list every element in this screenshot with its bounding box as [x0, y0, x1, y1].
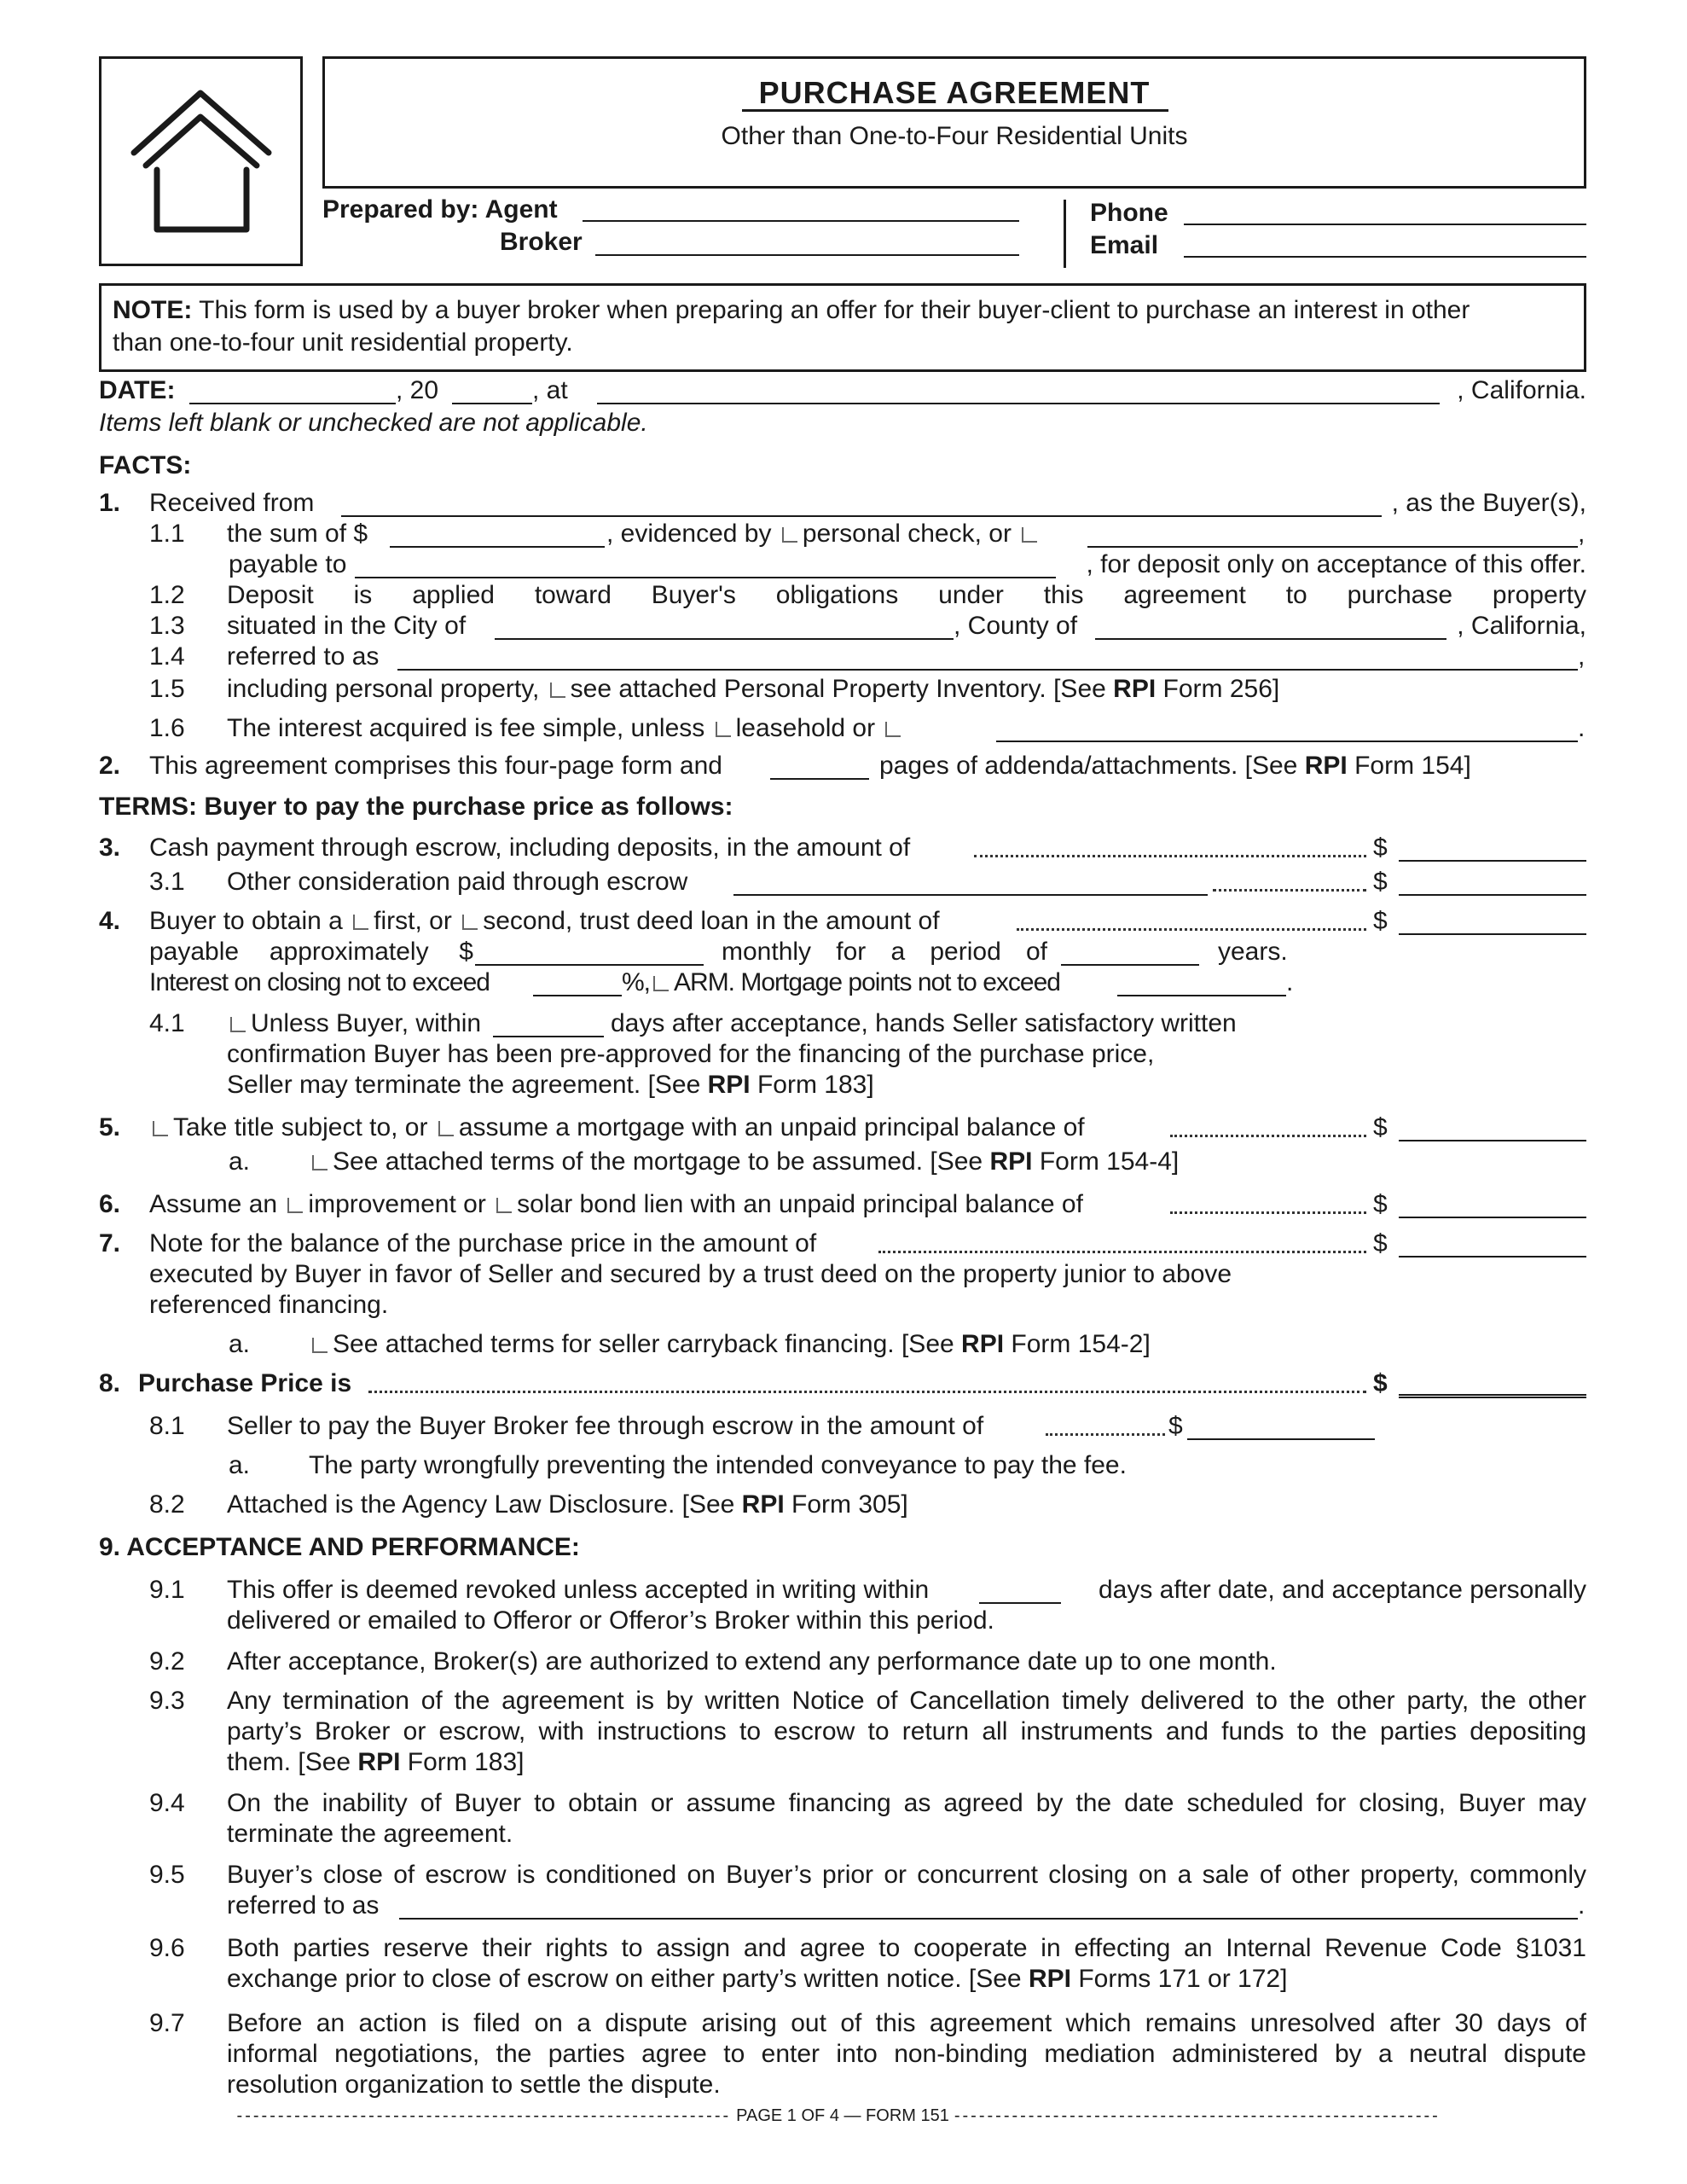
section-5-number: 5. — [99, 1113, 121, 1141]
facts-heading: FACTS: — [99, 451, 192, 479]
footer-dashes-right: ----------------------------------------------------------- — [954, 2106, 1441, 2125]
obtain-label: Buyer to obtain a — [149, 907, 343, 935]
date-label: DATE: — [99, 376, 176, 404]
improvement-bond-checkbox[interactable] — [287, 1198, 303, 1213]
dollar-3: $ — [1373, 834, 1388, 862]
other-property-field[interactable] — [399, 1918, 1578, 1920]
financing-line-2: terminate the agreement. — [227, 1820, 513, 1848]
section-1-6-number: 1.6 — [149, 714, 185, 742]
dollar-4: $ — [1373, 907, 1388, 935]
title-underline — [742, 109, 1168, 112]
deposit-applied-text: Deposit is applied toward Buyer's obligations under this agreement to purchase property — [227, 581, 1586, 609]
terms-heading: TERMS: Buyer to pay the purchase price as follows: — [99, 793, 733, 821]
deposit-only-label: , for deposit only on acceptance of this offer. — [1086, 550, 1586, 578]
acceptance-days-label: days after date, and acceptance personally — [1098, 1576, 1586, 1604]
wrongful-party-text: The party wrongfully preventing the intended conveyance to pay the fee. — [309, 1451, 1127, 1479]
broker-field[interactable] — [595, 254, 1019, 256]
carryback-line — [309, 1329, 1151, 1360]
leader-4 — [1017, 928, 1366, 931]
mediation-line-3: resolution organization to settle the dispute. — [227, 2071, 721, 2099]
received-from-label: Received from — [149, 489, 315, 517]
leader-6 — [1170, 1211, 1366, 1214]
inventory-label: see attached Personal Property Inventory. [See — [570, 675, 1106, 703]
rpi-label: RPI — [989, 1147, 1033, 1176]
preapproval-line-3 — [227, 1070, 874, 1101]
at-label: , at — [532, 376, 568, 404]
county-label: , County of — [954, 612, 1078, 640]
exchange-line-1: Both parties reserve their rights to assign and agree to cooperate in effecting an Internal Revenue Code §1031 — [227, 1934, 1586, 1962]
concurrent-closing-line-1: Buyer’s close of escrow is conditioned on Buyer’s prior or concurrent closing on a sale of other property, commonly — [227, 1861, 1586, 1889]
location-field[interactable] — [597, 403, 1440, 404]
arm-checkbox[interactable] — [653, 976, 669, 991]
first-loan-checkbox[interactable] — [353, 915, 368, 930]
terminate-label: Seller may terminate the agreement. [See — [227, 1071, 701, 1099]
house-logo-icon — [101, 59, 300, 264]
other-consideration-amount-field[interactable] — [1399, 894, 1586, 896]
logo-box — [99, 56, 303, 266]
termination-line-2: party’s Broker or escrow, with instructions to escrow to return all instruments and funds to the parties depositing — [227, 1717, 1586, 1745]
exchange-line-2 — [227, 1964, 1287, 1995]
phone-label: Phone — [1090, 199, 1168, 227]
form-154-ref: Form 154] — [1354, 752, 1471, 780]
section-9-2-number: 9.2 — [149, 1647, 185, 1676]
section-1-number: 1. — [99, 489, 121, 517]
note-line-1 — [113, 295, 1470, 326]
leader-3-1 — [1213, 889, 1366, 892]
section-3-number: 3. — [99, 834, 121, 862]
mortgage-terms-label: See attached terms of the mortgage to be assumed. [See — [333, 1147, 983, 1176]
bond-lien-line — [149, 1189, 1083, 1220]
solar-bond-label: solar bond lien with an unpaid principal balance of — [517, 1190, 1083, 1218]
section-9-4-number: 9.4 — [149, 1789, 185, 1817]
interest-rate-field[interactable] — [533, 995, 622, 996]
take-title-label: Take title subject to, or — [173, 1113, 428, 1141]
page-subtitle: Other than One-to-Four Residential Units — [721, 122, 1188, 150]
form-154-2-ref: Form 154-2] — [1011, 1330, 1151, 1358]
note-label: NOTE: — [113, 296, 193, 324]
rpi-label: RPI — [357, 1748, 401, 1776]
dollar-5: $ — [1373, 1113, 1388, 1141]
email-field[interactable] — [1184, 256, 1586, 258]
mortgage-balance-field[interactable] — [1399, 1140, 1586, 1141]
evidenced-by-label: , evidenced by — [606, 520, 772, 548]
purchase-price-field[interactable] — [1399, 1394, 1586, 1398]
preapproval-line-1 — [227, 1008, 481, 1039]
section-9-3-number: 9.3 — [149, 1687, 185, 1715]
second-loan-label: second, trust deed loan in the amount of — [483, 907, 940, 935]
leader-8-1 — [1046, 1433, 1165, 1436]
as-buyer-label: , as the Buyer(s), — [1391, 489, 1586, 517]
termination-line-1: Any termination of the agreement is by written Notice of Cancellation timely delivered to the other party, the other — [227, 1687, 1586, 1715]
email-label: Email — [1090, 231, 1159, 259]
agency-disclosure-line — [227, 1490, 908, 1520]
section-1-1-number: 1.1 — [149, 520, 185, 548]
city-label: situated in the City of — [227, 612, 467, 640]
section-9-7-number: 9.7 — [149, 2009, 185, 2037]
solar-bond-checkbox[interactable] — [496, 1198, 512, 1213]
take-title-checkbox[interactable] — [153, 1121, 168, 1136]
phone-field[interactable] — [1184, 224, 1586, 225]
payable-approx-label: payable approximately $ — [149, 938, 473, 966]
referred-to-field[interactable] — [397, 669, 1578, 671]
rpi-label: RPI — [1113, 675, 1157, 703]
form-256-ref: Form 256] — [1162, 675, 1280, 703]
leader-3 — [974, 855, 1366, 857]
purchase-price-label: Purchase Price is — [138, 1369, 352, 1397]
mortgage-terms-checkbox[interactable] — [312, 1155, 328, 1170]
first-label: first, or — [374, 907, 452, 935]
addenda-label: pages of addenda/attachments. [See — [879, 752, 1298, 780]
city-field[interactable] — [495, 638, 954, 640]
broker-fee-label: Seller to pay the Buyer Broker fee through escrow in the amount of — [227, 1412, 984, 1440]
dollar-7: $ — [1373, 1229, 1388, 1258]
loan-period-field[interactable] — [1061, 964, 1199, 966]
dollar-6: $ — [1373, 1190, 1388, 1218]
section-2-number: 2. — [99, 752, 121, 780]
section-4-1-number: 4.1 — [149, 1009, 185, 1037]
interest-line — [227, 713, 906, 744]
form-183-ref: Form 183] — [407, 1748, 525, 1776]
blank-notice: Items left blank or unchecked are not applicable. — [99, 409, 648, 437]
sum-field[interactable] — [390, 546, 605, 548]
year-field[interactable] — [452, 403, 532, 404]
note-line-2: than one-to-four unit residential property. — [113, 328, 573, 357]
payable-to-field[interactable] — [355, 577, 1056, 578]
unless-buyer-label: Unless Buyer, within — [251, 1009, 482, 1037]
mortgage-points-field[interactable] — [1117, 995, 1286, 996]
rpi-label: RPI — [961, 1330, 1005, 1358]
addenda-line — [879, 751, 1471, 781]
note-referenced-text: referenced financing. — [149, 1291, 389, 1319]
page-title: PURCHASE AGREEMENT — [758, 75, 1151, 110]
form-pages-label: This agreement comprises this four-page form and — [149, 752, 722, 780]
bond-balance-field[interactable] — [1399, 1217, 1586, 1218]
california-label: , California, — [1457, 612, 1586, 640]
other-property-label: referred to as — [227, 1891, 380, 1920]
arm-line — [622, 967, 1060, 998]
interest-label: Interest on closing not to exceed — [149, 968, 490, 996]
loan-amount-field[interactable] — [1399, 933, 1586, 935]
rpi-label: RPI — [1304, 752, 1348, 780]
leasehold-checkbox[interactable] — [716, 722, 731, 737]
section-5a-number: a. — [229, 1147, 251, 1176]
fee-simple-label: The interest acquired is fee simple, unless — [227, 714, 705, 742]
personal-check-label: personal check, or — [802, 520, 1012, 548]
section-1-2-number: 1.2 — [149, 581, 185, 609]
preapproval-days-field[interactable] — [493, 1036, 604, 1037]
mediation-line-1: Before an action is filed on a dispute arising out of this agreement which remains unresolved after 30 days of — [227, 2009, 1586, 2037]
section-8-1-number: 8.1 — [149, 1412, 185, 1440]
revoked-line-2: delivered or emailed to Offeror or Offeror’s Broker within this period. — [227, 1606, 994, 1635]
other-consideration-desc-field[interactable] — [733, 894, 1208, 896]
addenda-pages-field[interactable] — [770, 778, 869, 780]
form-183-ref: Form 183] — [757, 1071, 874, 1099]
section-1-4-number: 1.4 — [149, 642, 185, 671]
page-footer — [99, 2106, 1586, 2126]
period-1-6: . — [1578, 714, 1586, 742]
personal-property-checkbox[interactable] — [550, 682, 565, 698]
evidenced-by — [606, 519, 1042, 549]
trust-deed-line — [149, 906, 940, 937]
financing-line-1: On the inability of Buyer to obtain or assume financing as agreed by the date scheduled for closing, Buyer may — [227, 1789, 1586, 1817]
rpi-label: RPI — [1028, 1965, 1071, 1993]
percent-label: %, — [622, 968, 651, 996]
assume-mortgage-checkbox[interactable] — [438, 1121, 454, 1136]
arm-label: ARM. Mortgage points not to exceed — [674, 968, 1060, 996]
mortgage-terms-line — [309, 1147, 1179, 1177]
broker-label: Broker — [500, 228, 583, 256]
state-label: , California. — [1457, 376, 1586, 404]
period-label: monthly for a period of — [722, 938, 1047, 966]
mediation-line-2: informal negotiations, the parties agree to enter into non-binding mediation administered by a neutral dispute — [227, 2040, 1586, 2068]
other-deposit-field[interactable] — [1087, 546, 1578, 548]
section-1-5-number: 1.5 — [149, 675, 185, 703]
leader-5 — [1170, 1135, 1366, 1137]
dollar-8: $ — [1373, 1369, 1388, 1397]
assume-mortgage-label: assume a mortgage with an unpaid principal balance of — [458, 1113, 1085, 1141]
dollar-8-1: $ — [1168, 1412, 1183, 1440]
cash-payment-field[interactable] — [1399, 860, 1586, 862]
footer-dashes-left: ------------------------------------------------------------ — [236, 2106, 732, 2125]
section-6-number: 6. — [99, 1190, 121, 1218]
forms-171-172-ref: Forms 171 or 172] — [1078, 1965, 1288, 1993]
agent-field[interactable] — [583, 220, 1019, 222]
rpi-label: RPI — [707, 1071, 751, 1099]
section-8-2-number: 8.2 — [149, 1490, 185, 1519]
sum-label: the sum of $ — [227, 520, 368, 548]
note-balance-field[interactable] — [1399, 1256, 1586, 1258]
other-deposit-checkbox[interactable] — [1022, 527, 1037, 543]
section-7-number: 7. — [99, 1229, 121, 1258]
section-3-1-number: 3.1 — [149, 868, 185, 896]
year-prefix: , 20 — [396, 376, 439, 404]
monthly-payment-field[interactable] — [475, 964, 704, 966]
period-9-5: . — [1578, 1891, 1586, 1920]
referred-to-label: referred to as — [227, 642, 380, 671]
payable-to-label: payable to — [229, 550, 347, 578]
section-8-1a-number: a. — [229, 1451, 251, 1479]
section-7a-number: a. — [229, 1330, 251, 1358]
footer-page-label: PAGE 1 OF 4 — FORM 151 — [736, 2106, 949, 2125]
preapproval-days-label: days after acceptance, hands Seller satisfactory written — [611, 1009, 1237, 1037]
comma-1-4: , — [1578, 642, 1586, 671]
take-title-line — [149, 1112, 1085, 1143]
cash-payment-label: Cash payment through escrow, including deposits, in the amount of — [149, 834, 911, 862]
personal-check-checkbox[interactable] — [782, 527, 797, 543]
header-divider — [1064, 200, 1066, 268]
section-9-6-number: 9.6 — [149, 1934, 185, 1962]
note-balance-label: Note for the balance of the purchase price in the amount of — [149, 1229, 817, 1258]
rpi-label: RPI — [741, 1490, 785, 1519]
assume-an-label: Assume an — [149, 1190, 278, 1218]
note-text-1: This form is used by a buyer broker when preparing an offer for their buyer-client to purchase an interest in other — [199, 296, 1470, 324]
form-154-4-ref: Form 154-4] — [1039, 1147, 1180, 1176]
personal-property-label: including personal property, — [227, 675, 540, 703]
county-field[interactable] — [1095, 638, 1446, 640]
extend-date-text: After acceptance, Broker(s) are authorized to extend any performance date up to one month. — [227, 1647, 1277, 1676]
acceptance-days-field[interactable] — [979, 1602, 1061, 1604]
section-9-1-number: 9.1 — [149, 1576, 185, 1604]
received-from-field[interactable] — [341, 515, 1382, 517]
other-interest-field[interactable] — [996, 741, 1578, 742]
see-label: them. [See — [227, 1748, 351, 1776]
second-loan-checkbox[interactable] — [462, 915, 478, 930]
exchange-text: exchange prior to close of escrow on either party’s written notice. [See — [227, 1965, 1022, 1993]
prepared-by-label: Prepared by: Agent — [322, 195, 558, 224]
form-305-ref: Form 305] — [791, 1490, 908, 1519]
personal-property-line — [227, 674, 1279, 705]
section-1-3-number: 1.3 — [149, 612, 185, 640]
section-9-5-number: 9.5 — [149, 1861, 185, 1889]
other-consideration-label: Other consideration paid through escrow — [227, 868, 688, 896]
dollar-3-1: $ — [1373, 868, 1388, 896]
broker-fee-field[interactable] — [1187, 1438, 1375, 1440]
preapproval-line-2: confirmation Buyer has been pre-approved for the financing of the purchase price, — [227, 1040, 1155, 1068]
carryback-checkbox[interactable] — [312, 1338, 328, 1353]
preapproval-checkbox[interactable] — [230, 1017, 246, 1032]
section-8-number: 8. — [99, 1369, 121, 1397]
leasehold-label: leasehold or — [735, 714, 876, 742]
termination-line-3 — [227, 1747, 525, 1778]
acceptance-heading: 9. ACCEPTANCE AND PERFORMANCE: — [99, 1533, 580, 1561]
agency-disclosure-label: Attached is the Agency Law Disclosure. [See — [227, 1490, 735, 1519]
years-label: years. — [1218, 938, 1288, 966]
leader-7 — [878, 1251, 1366, 1253]
comma: , — [1578, 520, 1586, 548]
carryback-label: See attached terms for seller carryback financing. [See — [333, 1330, 954, 1358]
note-executed-text: executed by Buyer in favor of Seller and secured by a trust deed on the property junior to above — [149, 1260, 1232, 1288]
period-4: . — [1286, 968, 1294, 996]
section-4-number: 4. — [99, 907, 121, 935]
other-interest-checkbox[interactable] — [885, 722, 901, 737]
revoked-label: This offer is deemed revoked unless accepted in writing within — [227, 1576, 930, 1604]
leader-8 — [368, 1391, 1366, 1393]
improvement-label: improvement or — [308, 1190, 486, 1218]
date-field[interactable] — [189, 403, 396, 404]
